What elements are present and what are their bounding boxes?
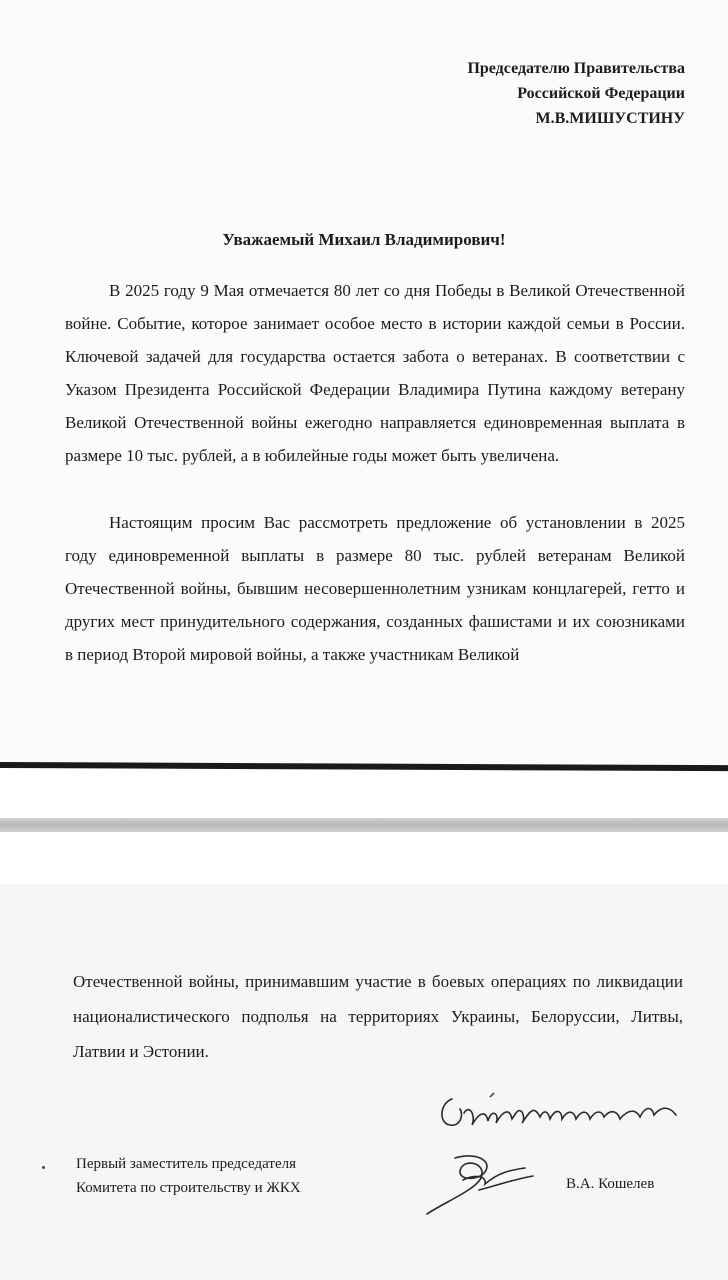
signatory-name: В.А. Кошелев <box>566 1176 655 1192</box>
addressee-line-3: М.В.МИШУСТИНУ <box>535 110 685 127</box>
addressee-line-1: Председателю Правительства <box>467 60 685 77</box>
paragraph-2: Настоящим просим Вас рассмотреть предложение об установлении в 2025 году единовременной выплаты в размере 80 тыс. рублей ветеранам Великой Отечественной войны, бывшим несовершеннолетним узникам концлагерей, гетто и других мест принудительного содержания, созданных фашистами и их союзниками в период Второй мировой войны, а также участникам Великой <box>65 513 685 664</box>
letter-page-2 <box>0 884 728 1280</box>
signatory-title <box>76 1152 301 1200</box>
signatory-line-1: Первый заместитель председателя <box>76 1156 296 1172</box>
addressee-line-2: Российской Федерации <box>517 85 685 102</box>
handwritten-closing <box>430 1085 690 1135</box>
paragraph-1: В 2025 году 9 Мая отмечается 80 лет со дня Победы в Великой Отечественной войне. Событие, которое занимает особое место в истории каждой семьи в России. Ключевой задачей для государства остается забота о ветеранах. В соответствии с Указом Президента Российской Федерации Владимира Путина каждому ветерану Великой Отечественной войны ежегодно направляется единовременная выплата в размере 10 тыс. рублей, а в юбилейные годы может быть увеличена. <box>65 281 685 465</box>
scan-speck <box>42 1166 45 1169</box>
addressee-block <box>467 56 685 131</box>
signatory-line-2: Комитета по строительству и ЖКХ <box>76 1180 301 1196</box>
page-separator <box>0 818 728 832</box>
paragraph-3: Отечественной войны, принимавшим участие в боевых операциях по ликвидации националистического подполья на территориях Украины, Белоруссии, Литвы, Латвии и Эстонии. <box>73 972 683 1061</box>
signature <box>415 1150 545 1220</box>
greeting: Уважаемый Михаил Владимирович! <box>222 230 506 249</box>
